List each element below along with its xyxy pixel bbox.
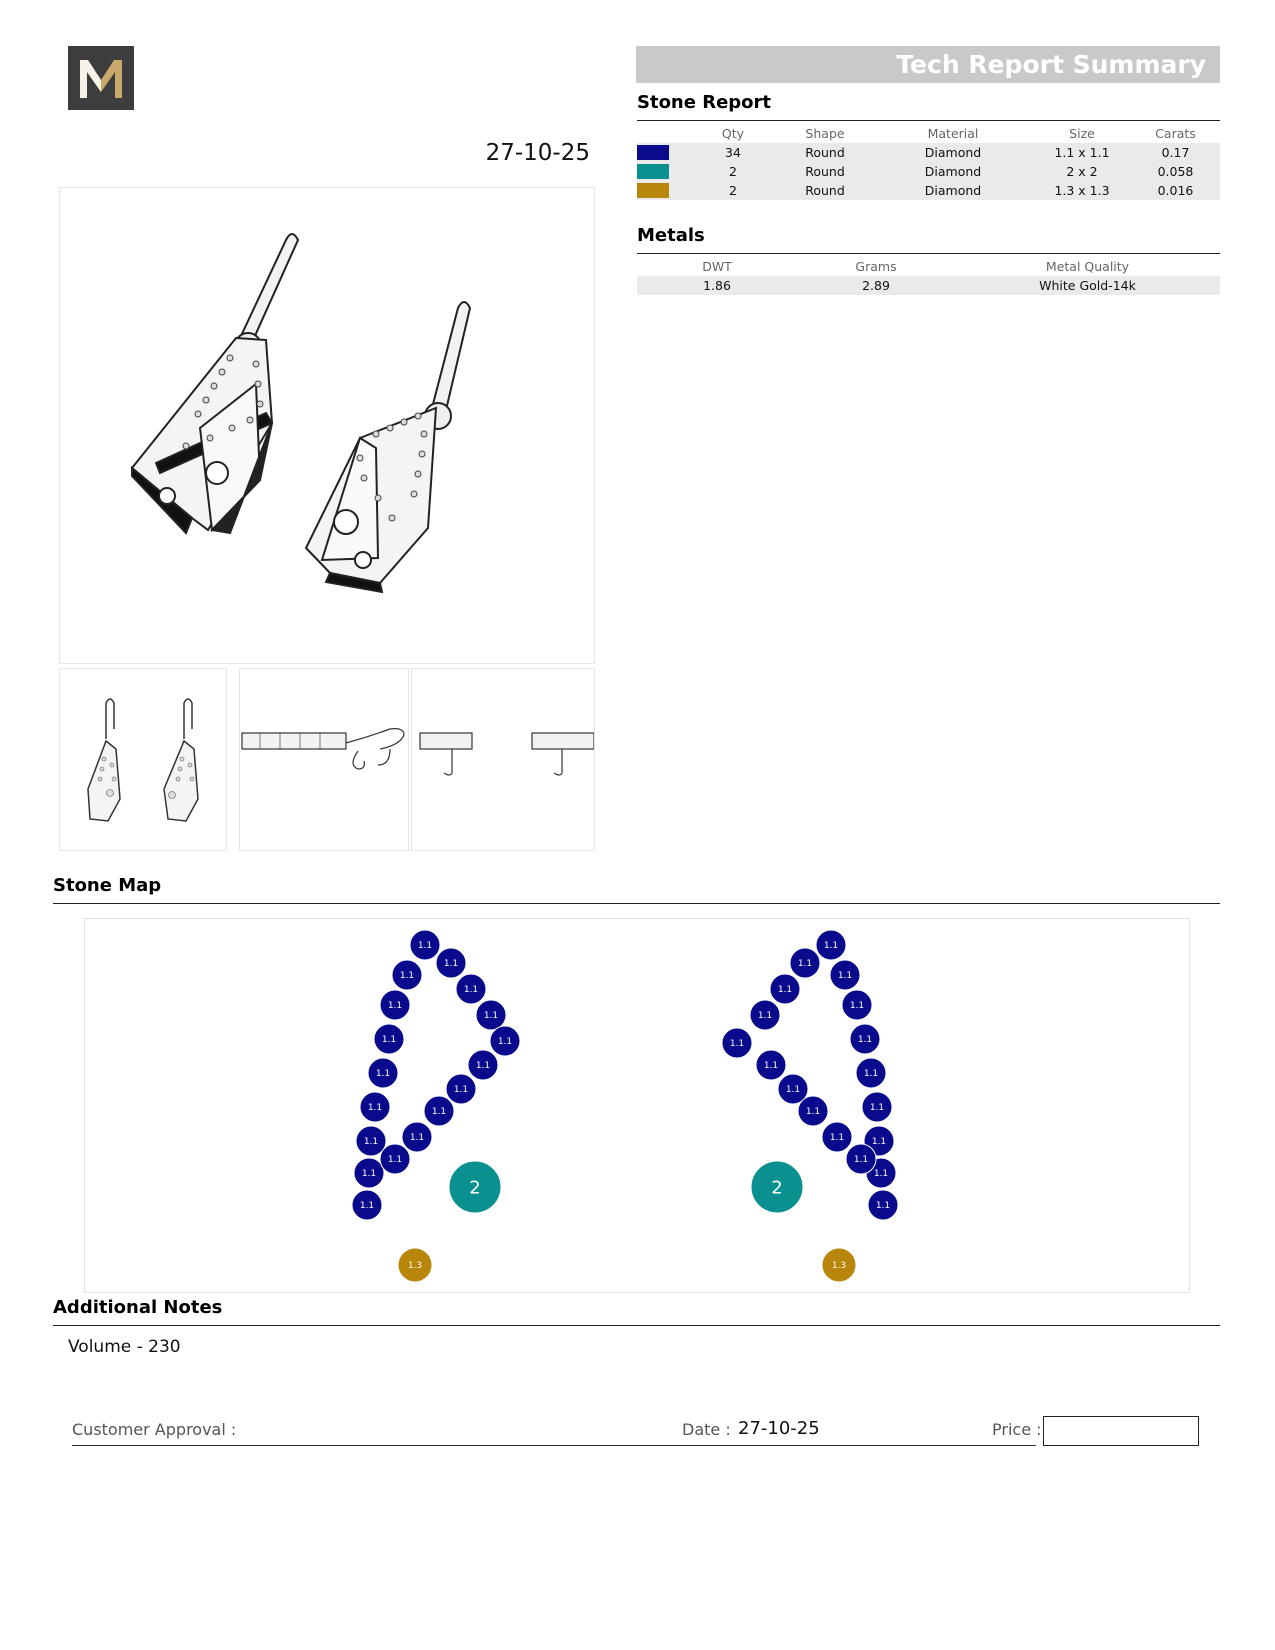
stone-shape: Round — [777, 143, 873, 162]
stone-carats: 0.016 — [1131, 181, 1220, 200]
stone-1-1mm-label: 1.1 — [805, 1107, 821, 1118]
stone-1-1mm — [424, 1096, 454, 1126]
stone-1-1mm-label: 1.1 — [361, 1169, 377, 1180]
stone-1-1mm — [490, 1026, 520, 1056]
stone-1-1mm-label: 1.1 — [757, 1011, 773, 1022]
stone-report-table — [637, 123, 1220, 200]
stone-1-1mm — [750, 1000, 780, 1030]
date-label: Date : — [682, 1420, 731, 1439]
stone-1-1mm-label: 1.1 — [363, 1137, 379, 1148]
stone-1-1mm-label: 1.1 — [829, 1133, 845, 1144]
stone-1-1mm-label: 1.1 — [367, 1103, 383, 1114]
stone-1-1mm-label: 1.1 — [823, 941, 839, 952]
stone-1-1mm-label: 1.1 — [497, 1037, 513, 1048]
stone-1-1mm — [446, 1074, 476, 1104]
stone-1-1mm — [456, 974, 486, 1004]
stone-shape: Round — [777, 181, 873, 200]
stone-row — [637, 181, 1220, 200]
stone-1-1mm — [380, 990, 410, 1020]
stone-1-1mm — [822, 1122, 852, 1152]
stone-1-1mm-label: 1.1 — [729, 1039, 745, 1050]
price-field[interactable] — [1043, 1416, 1199, 1446]
stone-1-1mm-label: 1.1 — [417, 941, 433, 952]
stone-1-1mm-label: 1.1 — [785, 1085, 801, 1096]
stone-2mm — [449, 1161, 501, 1213]
tech-report-banner — [636, 46, 1220, 83]
qty-header: Qty — [721, 125, 745, 141]
stone-1-1mm-label: 1.1 — [837, 971, 853, 982]
additional-notes-title: Additional Notes — [53, 1297, 223, 1318]
stone-1-1mm-label: 1.1 — [875, 1201, 891, 1212]
stone-1-1mm-label: 1.1 — [853, 1155, 869, 1166]
stone-2mm-label: 2 — [771, 1177, 783, 1199]
stone-color-swatch — [637, 164, 669, 179]
dwt-header: DWT — [702, 258, 732, 274]
thumbnail-front-view[interactable] — [59, 668, 227, 851]
stone-1-3mm-label: 1.3 — [831, 1261, 847, 1272]
stone-color-cell — [637, 181, 689, 200]
stone-1-1mm — [830, 960, 860, 990]
stone-1-1mm-label: 1.1 — [375, 1069, 391, 1080]
report-date: 27-10-25 — [485, 140, 590, 166]
stone-report-title: Stone Report — [637, 92, 772, 113]
stone-1-1mm — [862, 1092, 892, 1122]
earring-side-render — [240, 669, 408, 850]
stone-1-1mm — [770, 974, 800, 1004]
stone-1-1mm — [798, 1096, 828, 1126]
metal-grams: 2.89 — [797, 276, 955, 295]
carats-header: Carats — [1155, 125, 1196, 141]
stone-color-swatch — [637, 145, 669, 160]
stone-size: 1.3 x 1.3 — [1033, 181, 1131, 200]
stone-1-1mm — [756, 1050, 786, 1080]
stone-material: Diamond — [873, 143, 1033, 162]
logo-m-mark — [68, 46, 134, 110]
thumbnail-side-view[interactable] — [239, 668, 409, 851]
stone-carats: 0.058 — [1131, 162, 1220, 181]
stone-1-1mm-label: 1.1 — [797, 959, 813, 970]
stone-1-1mm-label: 1.1 — [849, 1001, 865, 1012]
stone-material: Diamond — [873, 181, 1033, 200]
material-header: Material — [927, 125, 979, 141]
stone-1-1mm-label: 1.1 — [359, 1201, 375, 1212]
earrings-render — [60, 188, 594, 663]
stone-qty: 34 — [689, 143, 777, 162]
stone-1-1mm-label: 1.1 — [475, 1061, 491, 1072]
stone-1-1mm — [868, 1190, 898, 1220]
metal-quality-header: Metal Quality — [1045, 258, 1130, 274]
banner-title: Tech Report Summary — [896, 50, 1206, 79]
stone-1-1mm — [360, 1092, 390, 1122]
stone-1-1mm-label: 1.1 — [777, 985, 793, 996]
stone-shape: Round — [777, 162, 873, 181]
stone-map-canvas — [85, 919, 1189, 1292]
stone-1-1mm-label: 1.1 — [863, 1069, 879, 1080]
metals-table — [637, 256, 1220, 295]
stone-1-1mm-label: 1.1 — [387, 1001, 403, 1012]
stone-1-1mm — [368, 1058, 398, 1088]
stone-1-1mm — [816, 930, 846, 960]
stone-2mm — [751, 1161, 803, 1213]
stone-report-header-row — [637, 123, 1220, 143]
stone-1-1mm — [722, 1028, 752, 1058]
metal-dwt: 1.86 — [637, 276, 797, 295]
size-header: Size — [1069, 125, 1095, 141]
earrings-front-render — [60, 669, 226, 850]
stone-row — [637, 143, 1220, 162]
shape-header: Shape — [805, 125, 845, 141]
stone-1-3mm — [398, 1248, 432, 1282]
thumbnail-top-view[interactable] — [411, 668, 595, 851]
stone-1-1mm — [846, 1144, 876, 1174]
stone-1-1mm — [402, 1122, 432, 1152]
metal-quality: White Gold-14k — [955, 276, 1220, 295]
stone-1-1mm — [436, 948, 466, 978]
stone-1-1mm-label: 1.1 — [869, 1103, 885, 1114]
additional-notes-rule — [53, 1325, 1220, 1326]
stone-1-1mm-label: 1.1 — [483, 1011, 499, 1022]
stone-1-1mm-label: 1.1 — [453, 1085, 469, 1096]
stone-1-1mm-label: 1.1 — [431, 1107, 447, 1118]
stone-1-1mm-label: 1.1 — [857, 1035, 873, 1046]
stone-size: 2 x 2 — [1033, 162, 1131, 181]
stone-color-cell — [637, 162, 689, 181]
customer-approval-label: Customer Approval : — [72, 1420, 237, 1439]
stone-1-1mm — [380, 1144, 410, 1174]
stone-1-1mm — [850, 1024, 880, 1054]
company-logo — [68, 46, 134, 110]
stone-1-1mm — [856, 1058, 886, 1088]
metals-rule — [637, 253, 1220, 254]
stone-color-swatch — [637, 183, 669, 198]
stone-1-1mm-label: 1.1 — [399, 971, 415, 982]
stone-1-1mm-label: 1.1 — [387, 1155, 403, 1166]
metals-title: Metals — [637, 225, 705, 246]
stone-2mm-label: 2 — [469, 1177, 481, 1199]
approval-signature-line — [72, 1445, 1036, 1446]
stone-1-1mm-label: 1.1 — [873, 1169, 889, 1180]
stone-size: 1.1 x 1.1 — [1033, 143, 1131, 162]
stone-1-1mm-label: 1.1 — [763, 1061, 779, 1072]
swatch-header — [637, 123, 689, 143]
price-label: Price : — [992, 1420, 1042, 1439]
stone-1-1mm — [842, 990, 872, 1020]
stone-1-1mm — [476, 1000, 506, 1030]
stone-1-1mm-label: 1.1 — [871, 1137, 887, 1148]
stone-qty: 2 — [689, 181, 777, 200]
stone-qty: 2 — [689, 162, 777, 181]
stone-1-1mm — [374, 1024, 404, 1054]
stone-color-cell — [637, 143, 689, 162]
stone-1-1mm — [468, 1050, 498, 1080]
stone-1-1mm — [354, 1158, 384, 1188]
stone-1-1mm — [790, 948, 820, 978]
date-value: 27-10-25 — [738, 1418, 820, 1439]
stone-1-1mm-label: 1.1 — [443, 959, 459, 970]
notes-text: Volume - 230 — [68, 1337, 181, 1357]
stone-carats: 0.17 — [1131, 143, 1220, 162]
stone-row — [637, 162, 1220, 181]
grams-header: Grams — [855, 258, 897, 274]
stone-1-1mm-label: 1.1 — [409, 1133, 425, 1144]
stone-1-1mm-label: 1.1 — [381, 1035, 397, 1046]
metals-row — [637, 276, 1220, 295]
stone-map-title: Stone Map — [53, 875, 162, 896]
earrings-top-render — [412, 669, 594, 850]
stone-1-1mm — [392, 960, 422, 990]
stone-material: Diamond — [873, 162, 1033, 181]
stone-1-1mm — [410, 930, 440, 960]
stone-map-rule — [53, 903, 1220, 904]
stone-1-3mm — [822, 1248, 856, 1282]
stone-1-1mm — [352, 1190, 382, 1220]
stone-1-3mm-label: 1.3 — [407, 1261, 423, 1272]
metals-header-row — [637, 256, 1220, 276]
main-render-image — [59, 187, 595, 664]
stone-map-diagram — [84, 918, 1190, 1293]
stone-1-1mm-label: 1.1 — [463, 985, 479, 996]
stone-report-rule — [637, 120, 1220, 121]
